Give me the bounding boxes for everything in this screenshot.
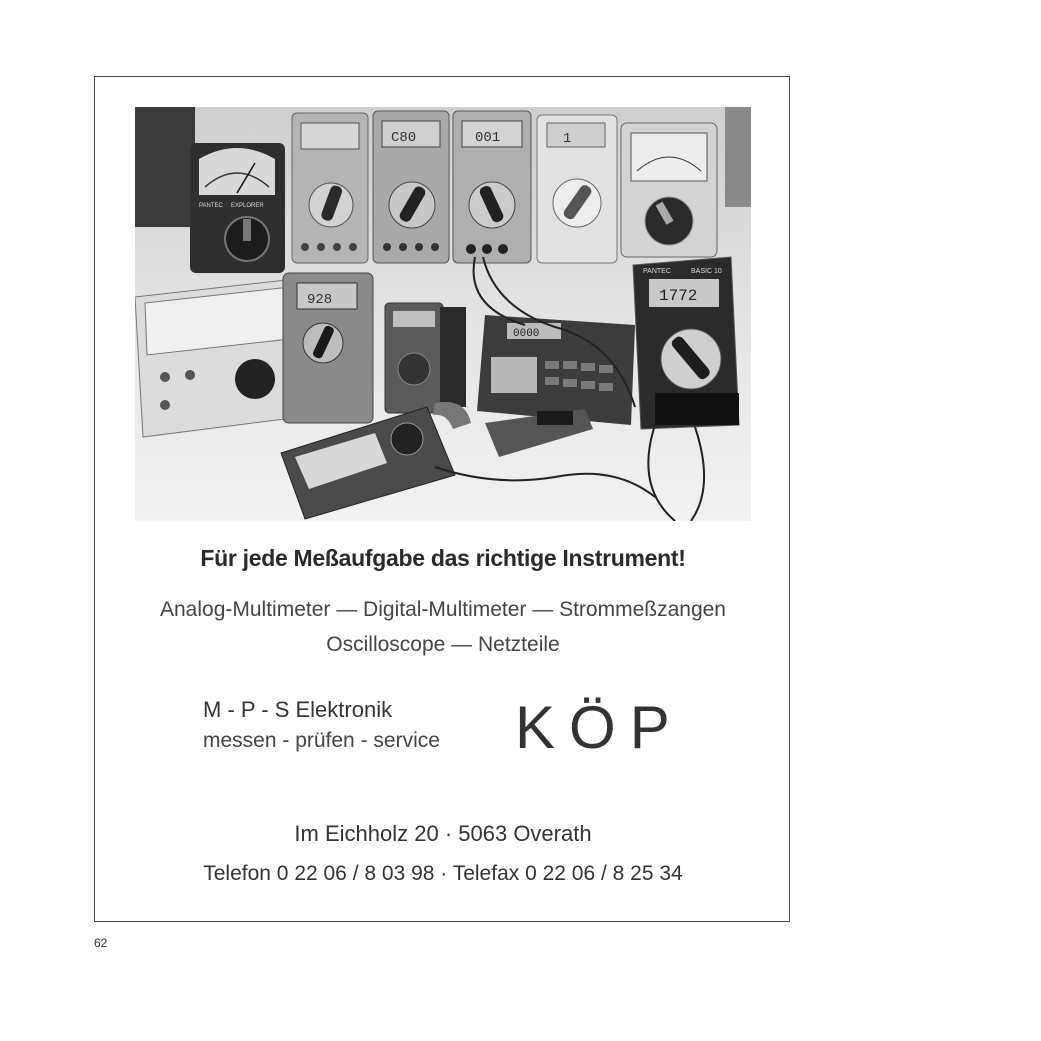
photo-brand-label-2: PANTEC: [643, 268, 671, 275]
digital-multimeter-4: [537, 115, 617, 263]
company-slogan: messen - prüfen - service: [203, 729, 440, 752]
photo-display-4: 928: [307, 292, 333, 308]
photo-display-5: 0000: [513, 328, 540, 340]
advertisement-frame: [94, 76, 790, 922]
company-address: Im Eichholz 20 · 5063 Overath: [294, 821, 592, 846]
photo-brand-label-1: PANTEC: [199, 203, 223, 209]
phone-fax-line: Telefon 0 22 06 / 8 03 98 · Telefax 0 22 06 / 8 25 34: [203, 862, 683, 885]
digital-benchtop-meter: [477, 315, 635, 425]
headline: Für jede Meßaufgabe das richtige Instrument!: [200, 545, 686, 571]
digital-multimeter-2: [373, 111, 449, 263]
photo-display-1: C80: [391, 130, 417, 146]
brand-logo: KÖP: [515, 694, 684, 761]
page-number: 62: [94, 936, 108, 950]
digital-multimeter-5: [283, 273, 373, 423]
instruments-photo: [135, 107, 751, 521]
digital-multimeter-3: [453, 111, 531, 263]
product-list-line-1: Analog-Multimeter — Digital-Multimeter — Strommeßzangen: [159, 598, 726, 621]
analog-multimeter-right: [621, 123, 717, 257]
analog-bench-meter: [135, 279, 300, 437]
photo-display-3: 1: [563, 131, 572, 147]
analog-multimeter-explorer: [190, 143, 285, 273]
photo-display-2: 001: [475, 130, 501, 146]
digital-multimeter-basic-10: [633, 257, 739, 429]
digital-multimeter-1: [292, 113, 368, 263]
pocket-multimeter: [385, 303, 466, 413]
photo-model-label-2: BASIC 10: [691, 268, 722, 275]
company-name: M - P - S Elektronik: [203, 697, 393, 722]
photo-model-label-1: EXPLORER: [231, 203, 264, 209]
photo-display-6: 1772: [659, 287, 698, 305]
product-list-line-2: Oscilloscope — Netzteile: [326, 633, 560, 656]
